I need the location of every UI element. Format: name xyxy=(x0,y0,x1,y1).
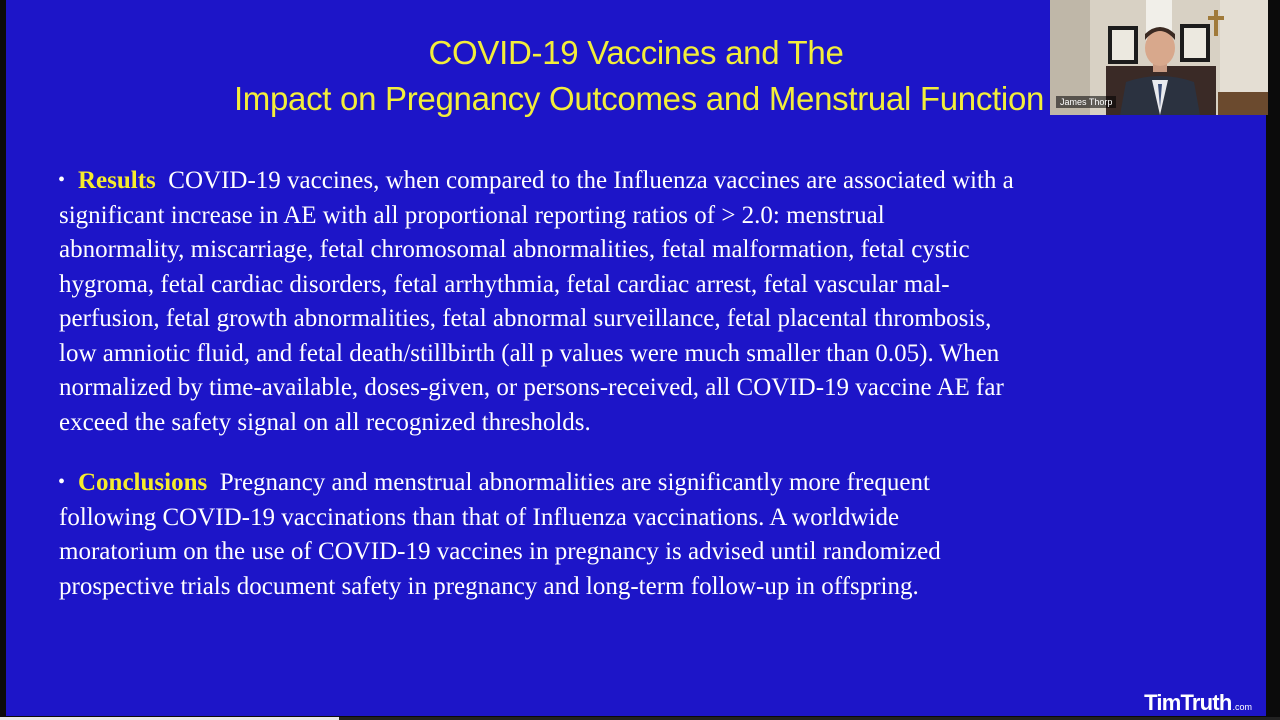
conclusions-line-3: moratorium on the use of COVID-19 vaccines in pregnancy is advised until randomized xyxy=(59,538,941,565)
results-line-8: exceed the safety signal on all recognized thresholds. xyxy=(59,408,591,436)
results-line-2: significant increase in AE with all proportional reporting ratios of > 2.0: menstrual xyxy=(59,201,885,229)
watermark-suffix: .com xyxy=(1232,702,1252,712)
conclusions-label: Conclusions xyxy=(78,469,208,496)
conclusions-bullet xyxy=(58,465,1208,604)
speaker-name-label: James Thorp xyxy=(1056,96,1116,108)
speaker-webcam xyxy=(1050,0,1268,115)
slide-title-line-2: Impact on Pregnancy Outcomes and Menstrual Function xyxy=(233,80,1045,117)
conclusions-line-2: following COVID-19 vaccinations than that of Influenza vaccinations. A worldwide xyxy=(59,503,900,531)
conclusions-line-1: Pregnancy and menstrual abnormalities are significantly more frequent xyxy=(219,469,930,496)
results-line-3: abnormality, miscarriage, fetal chromosomal abnormalities, fetal malformation, fetal cystic xyxy=(59,236,970,263)
results-line-1: COVID-19 vaccines, when compared to the Influenza vaccines are associated with a xyxy=(168,167,1014,194)
slide-title-line-1: COVID-19 Vaccines and The xyxy=(428,34,844,71)
channel-watermark xyxy=(1144,690,1252,716)
results-line-6: low amniotic fluid, and fetal death/stillbirth (all p values were much smaller than 0.05). When xyxy=(59,339,1000,367)
watermark-brand: TimTruth xyxy=(1144,690,1232,715)
results-line-7: normalized by time-available, doses-given, or persons-received, all COVID-19 vaccine AE far xyxy=(59,374,1004,401)
results-line-5: perfusion, fetal growth abnormalities, fetal abnormal surveillance, fetal placental thrombosis, xyxy=(59,305,992,332)
results-line-4: hygroma, fetal cardiac disorders, fetal arrhythmia, fetal cardiac arrest, fetal vascular mal- xyxy=(59,270,950,298)
bullet-dot-icon: • xyxy=(58,471,66,493)
results-label: Results xyxy=(78,167,156,194)
bullet-dot-icon: • xyxy=(58,169,66,191)
conclusions-line-4: prospective trials document safety in pregnancy and long-term follow-up in offspring. xyxy=(59,572,919,600)
results-bullet xyxy=(58,163,1208,440)
